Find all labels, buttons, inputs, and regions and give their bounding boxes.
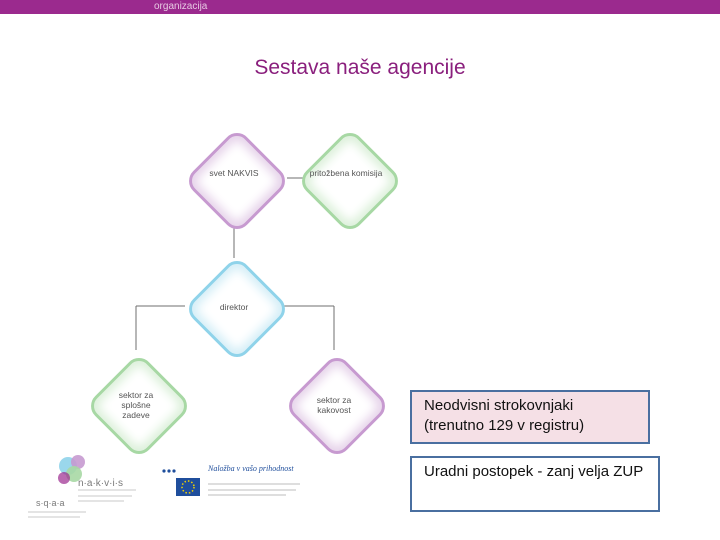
info-box-procedure	[410, 456, 660, 512]
info-box-experts-text: Neodvisni strokovnjaki (trenutno 129 v registru)	[424, 397, 585, 434]
node-sektor-kakovost-label: sektor za kakovost	[316, 395, 352, 415]
eu-logo-text: Naložba v vašo prihodnost	[208, 464, 294, 473]
node-svet-nakvis-label: svet NAKVIS	[209, 168, 259, 178]
node-pritozbena-komisija-label: pritožbena komisija	[309, 168, 383, 178]
nakvis-logo-text: n·a·k·v·i·s	[78, 478, 123, 489]
nakvis-logo	[28, 452, 138, 522]
node-direktor-label: direktor	[219, 302, 249, 312]
seqa-logo-text: s·q·a·a	[36, 498, 65, 508]
eu-logo	[158, 464, 308, 504]
node-sektor-splosne-zadeve-label: sektor za splošne zadeve	[118, 390, 154, 420]
info-box-procedure-text: Uradni postopek - zanj velja ZUP	[424, 463, 644, 480]
page-title: Sestava naše agencije	[254, 56, 466, 79]
info-box-experts	[410, 390, 650, 444]
breadcrumb: organizacija	[154, 1, 208, 12]
